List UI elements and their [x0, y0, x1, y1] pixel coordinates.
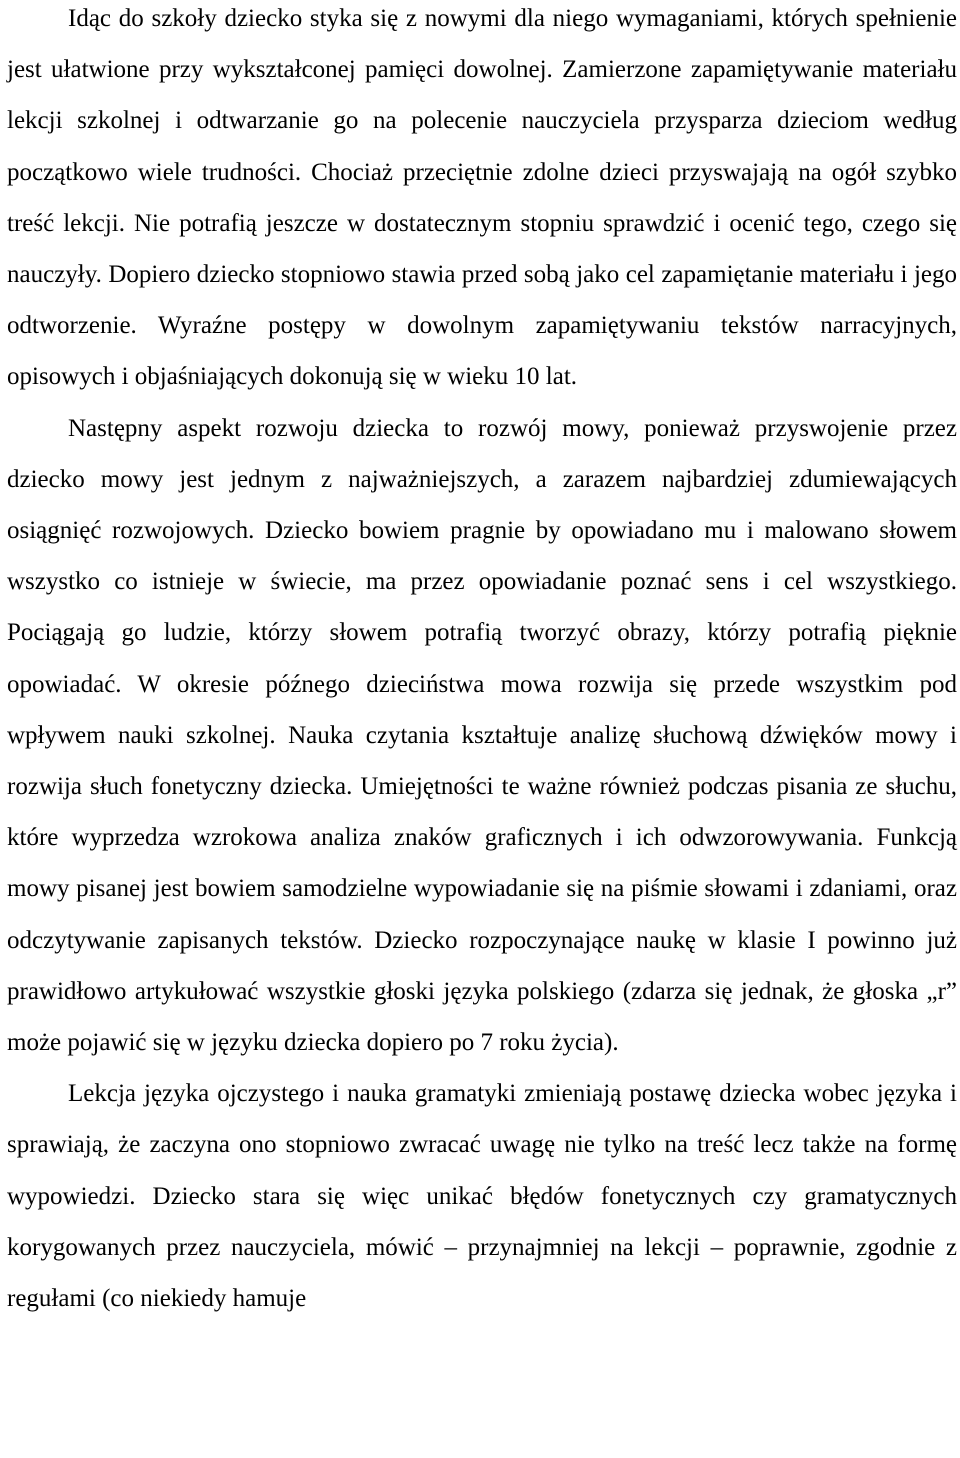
paragraph-language-lesson: Lekcja języka ojczystego i nauka gramatyki zmieniają postawę dziecka wobec języka i sprawiają, że zaczyna ono stopniowo zwracać uwagę nie tylko na treść lecz także na formę wypowiedzi. Dziecko stara się więc unikać błędów fonetycznych czy gramatycznych korygowanych przez nauczyciela, mówić – przynajmniej na lekcji – poprawnie, zgodnie z regułami (co niekiedy hamuje	[7, 1080, 957, 1313]
paragraph-memory: Idąc do szkoły dziecko styka się z nowymi dla niego wymaganiami, których spełnienie jest ułatwione przy wykształconej pamięci dowolnej. Zamierzone zapamiętywanie materiału lekcji szkolnej i odtwarzanie go na polecenie nauczyciela przysparza dzieciom według początkowo wiele trudności. Chociaż przeciętnie zdolne dzieci przyswajają na ogół szybko treść lekcji. Nie potrafią jeszcze w dostatecznym stopniu sprawdzić i ocenić tego, czego się nauczyły. Dopiero dziecko stopniowo stawia przed sobą jako cel zapamiętanie materiału i jego odtworzenie. Wyraźne postępy w dowolnym zapamiętywaniu tekstów narracyjnych, opisowych i objaśniających dokonują się w wieku 10 lat.	[7, 5, 957, 391]
paragraph-speech-development: Następny aspekt rozwoju dziecka to rozwój mowy, ponieważ przyswojenie przez dziecko mowy jest jednym z najważniejszych, a zarazem najbardziej zdumiewających osiągnięć rozwojowych. Dziecko bowiem pragnie by opowiadano mu i malowano słowem wszystko co istnieje w świecie, ma przez opowiadanie poznać sens i cel wszystkiego. Pociągają go ludzie, którzy słowem potrafią tworzyć obrazy, którzy potrafią pięknie opowiadać. W okresie późnego dzieciństwa mowa rozwija się przede wszystkim pod wpływem nauki szkolnej. Nauka czytania kształtuje analizę słuchową dźwięków mowy i rozwija słuch fonetyczny dziecka. Umiejętności te ważne również podczas pisania ze słuchu, które wyprzedza wzrokowa analiza znaków graficznych i ich odwzorowywania. Funkcją mowy pisanej jest bowiem samodzielne wypowiadanie się na piśmie słowami i zdaniami, oraz odczytywanie zapisanych tekstów. Dziecko rozpoczynające naukę w klasie I powinno już prawidłowo artykułować wszystkie głoski języka polskiego (zdarza się jednak, że głoska „r” może pojawić się w języku dziecka dopiero po 7 roku życia).	[7, 414, 957, 1057]
